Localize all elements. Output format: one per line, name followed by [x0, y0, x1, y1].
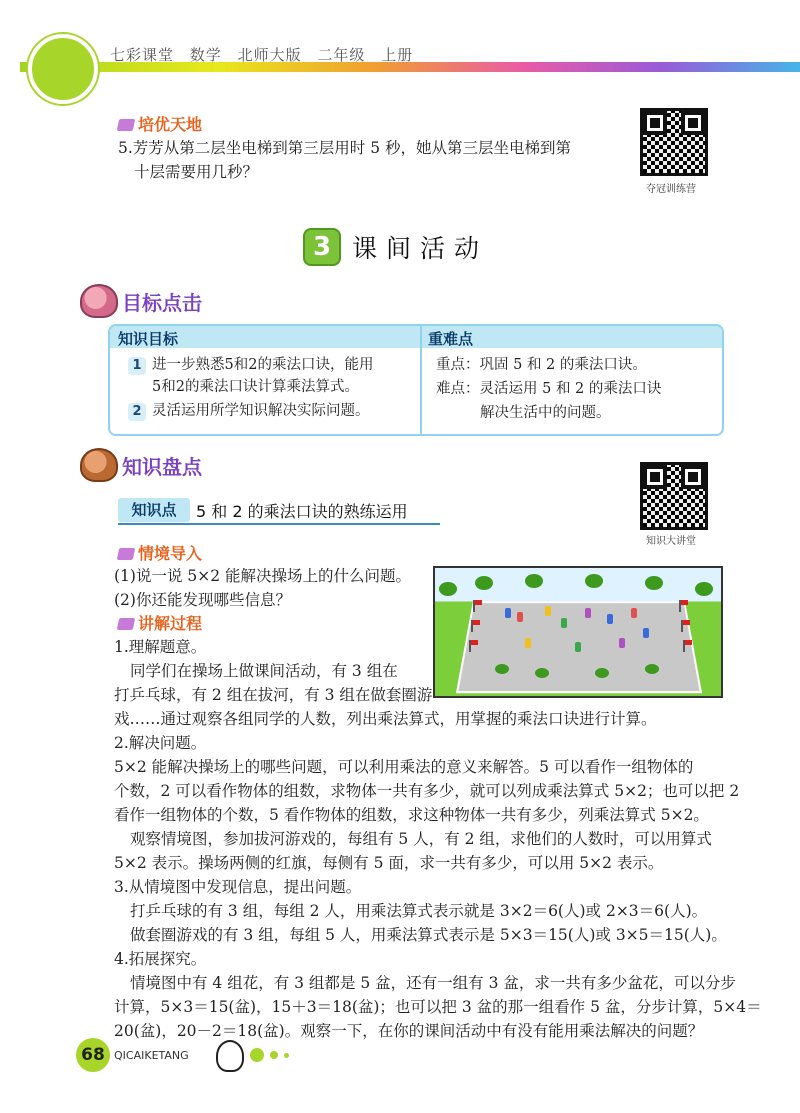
- qr-caption: 夺冠训练营: [646, 184, 696, 195]
- goal-item-1-line2: 5和2的乘法口诀计算乘法算式。: [152, 379, 359, 395]
- enrichment-problem-line2: 十层需要用几秒？: [134, 163, 259, 181]
- explanation-tag: 讲解过程: [118, 611, 202, 634]
- difficulty-heading: 重难点: [428, 330, 474, 348]
- explanation-line: 观察情境图，参加拔河游戏的，每组有 5 人，有 2 组，求他们的人数时，可以用算式: [130, 830, 712, 848]
- goals-header-bar: [110, 326, 722, 348]
- explanation-line: 20(盆)，20－2＝18(盆)。观察一下，在你的课间活动中有没有能用乘法解决的问题？: [114, 1022, 704, 1040]
- goals-divider: [420, 326, 422, 434]
- explanation-line: 3.从情境图中发现信息，提出问题。: [114, 878, 362, 896]
- enrichment-tag: 培优天地: [118, 112, 202, 135]
- series-name: 七彩课堂: [110, 46, 175, 64]
- explanation-line: 同学们在操场上做课间活动，有 3 组在: [130, 662, 398, 680]
- explanation-line: 打乒乓球的有 3 组，每组 2 人，用乘法算式表示就是 3×2＝6(人)或 2×3＝6(人)。: [130, 902, 708, 920]
- flower-pot: [535, 668, 549, 678]
- book-icon: [117, 548, 136, 560]
- book-icon: [117, 119, 136, 131]
- explanation-line: 计算，5×3＝15(盆)，15＋3＝18(盆)；也可以把 3 盆的那一组看作 5 盆，分步计算，5×4＝: [114, 998, 762, 1016]
- red-flag: [471, 620, 473, 632]
- red-flag: [683, 640, 685, 652]
- explanation-line: 5×2 表示。操场两侧的红旗，每侧有 5 面，求一共有多少，可以用 5×2 表示。: [114, 854, 664, 872]
- knowledge-heading: 知识盘点: [122, 455, 202, 479]
- qr-caption-2: 知识大讲堂: [646, 536, 696, 547]
- situation-tag: 情境导入: [118, 541, 202, 564]
- explanation-line: 5×2 能解决操场上的哪些问题，可以利用乘法的意义来解答。5 可以看作一组物体的: [114, 758, 694, 776]
- dog-mascot-icon: [216, 1040, 244, 1072]
- child: [561, 618, 567, 628]
- child: [607, 614, 613, 624]
- explanation-line: 情境图中有 4 组花，有 3 组都是 5 盆，还有一组有 3 盆，求一共有多少盆花，可以分步: [130, 974, 736, 992]
- red-flag: [681, 620, 683, 632]
- decor-dot: [250, 1048, 264, 1062]
- subject-name: 数学: [189, 46, 222, 64]
- flower-pot: [645, 664, 659, 674]
- tree: [475, 576, 493, 590]
- tree: [645, 576, 663, 590]
- tree: [585, 574, 603, 588]
- child: [505, 608, 511, 618]
- mascot-logo: [28, 34, 98, 104]
- enrichment-problem-line1: 5.芳芳从第二层坐电梯到第三层用时 5 秒，她从第三层坐电梯到第: [118, 139, 572, 157]
- qr-code-icon[interactable]: [640, 108, 708, 176]
- page-number: 68: [76, 1038, 110, 1072]
- lesson-number: 3: [303, 228, 341, 266]
- edition-name: 北师大版: [237, 46, 302, 64]
- flower-pot: [495, 664, 509, 674]
- child: [545, 606, 551, 616]
- red-flag: [473, 600, 475, 612]
- explanation-line: 戏……通过观察各组同学的人数，列出乘法算式，用掌握的乘法口诀进行计算。: [114, 710, 657, 728]
- playground-illustration: [433, 566, 723, 698]
- child: [525, 638, 531, 648]
- child: [631, 608, 637, 618]
- explanation-line: 2.解决问题。: [114, 734, 207, 752]
- key-point: 重点：巩固 5 和 2 的乘法口诀。: [436, 357, 647, 373]
- qr-code-icon[interactable]: [640, 462, 708, 530]
- goal-item-1: 1 进一步熟悉5和2的乘法口诀，能用: [128, 354, 373, 376]
- explanation-line: 打乒乓球，有 2 组在拔河，有 3 组在做套圈游: [114, 686, 433, 704]
- explanation-line: 看作一组物体的个数，5 看作物体的组数，求这种物体一共有多少，列乘法算式 5×2。: [114, 806, 709, 824]
- lesson-title: 课间活动: [352, 234, 489, 263]
- child: [619, 638, 625, 648]
- explanation-line: 个数，2 可以看作物体的组数，求物体一共有多少，就可以列成乘法算式 5×2；也可以把 2: [114, 782, 740, 800]
- child: [643, 628, 649, 638]
- difficulty-line2: 解决生活中的问题。: [480, 405, 611, 421]
- goals-box: [108, 324, 724, 436]
- grade-name: 二年级: [317, 46, 366, 64]
- goals-heading: 目标点击: [122, 291, 202, 315]
- explanation-line: 1.理解题意。: [114, 638, 207, 656]
- red-flag: [469, 640, 471, 652]
- tree: [439, 582, 457, 596]
- flower-pot: [595, 668, 609, 678]
- difficulty-line1: 难点：灵活运用 5 和 2 的乘法口诀: [436, 381, 662, 397]
- decor-dot: [270, 1051, 278, 1059]
- decor-dot: [284, 1053, 289, 1058]
- child: [575, 642, 581, 652]
- knowledge-point-underline: [118, 523, 440, 525]
- apple-mascot-icon: [80, 284, 118, 318]
- knowledge-point-title: 5 和 2 的乘法口诀的熟练运用: [196, 502, 408, 521]
- cookie-mascot-icon: [80, 448, 118, 482]
- situation-q2: (2)你还能发现哪些信息？: [114, 591, 291, 609]
- red-flag: [679, 600, 681, 612]
- tree: [525, 574, 543, 588]
- knowledge-goal-heading: 知识目标: [118, 330, 179, 348]
- goal-item-2: 2 灵活运用所学知识解决实际问题。: [128, 400, 370, 422]
- book-icon: [117, 618, 136, 630]
- explanation-line: 4.拓展探究。: [114, 950, 207, 968]
- situation-q1: (1)说一说 5×2 能解决操场上的什么问题。: [114, 567, 412, 585]
- child: [517, 612, 523, 622]
- tree: [695, 582, 713, 596]
- volume-name: 上册: [381, 46, 414, 64]
- explanation-line: 做套圈游戏的有 3 组，每组 5 人，用乘法算式表示是 5×3＝15(人)或 3×5＝15(人)。: [130, 926, 727, 944]
- footer-brand: QICAIKETANG: [114, 1049, 189, 1062]
- knowledge-point-tag: 知识点: [118, 498, 190, 522]
- child: [585, 608, 591, 618]
- book-title: [110, 44, 423, 65]
